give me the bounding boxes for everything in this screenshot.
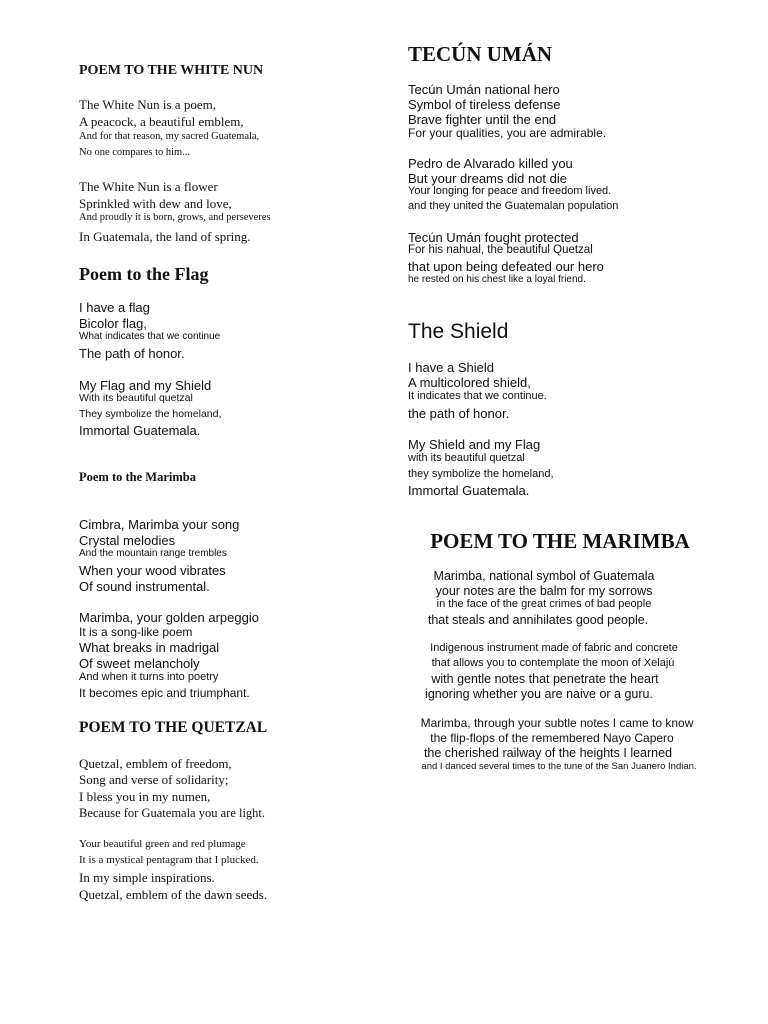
poem-line: For your qualities, you are admirable. (408, 126, 607, 140)
poem-line: What indicates that we continue (79, 331, 221, 342)
poem-line: Indigenous instrument made of fabric and concrete (430, 642, 678, 654)
poem-line: And proudly it is born, grows, and perseveres (79, 212, 271, 223)
poem-line: I bless you in my numen, (79, 789, 211, 804)
poem-line: Symbol of tireless defense (408, 97, 561, 112)
poem-line: with gentle notes that penetrate the heart (431, 672, 659, 686)
poem-line: Of sound instrumental. (79, 579, 210, 594)
poem-line: But your dreams did not die (408, 171, 567, 186)
poem-line: Crystal melodies (79, 533, 176, 548)
poem-line: What breaks in madrigal (79, 640, 220, 655)
poem-line: The path of honor. (79, 346, 185, 361)
poem-line: No one compares to him... (79, 147, 191, 158)
poem-line: I have a flag (79, 300, 150, 315)
poem-line: Pedro de Alvarado killed you (408, 156, 573, 171)
poem-line: The White Nun is a flower (79, 179, 218, 194)
poem-line: Immortal Guatemala. (408, 483, 530, 498)
poem-line: My Flag and my Shield (79, 378, 212, 393)
poem-line: A peacock, a beautiful emblem, (79, 114, 244, 129)
poem-line: Bicolor flag, (79, 316, 147, 331)
poem-line: My Shield and my Flag (408, 437, 541, 452)
poem-line: Sprinkled with dew and love, (79, 196, 232, 211)
poem-line: the flip-flops of the remembered Nayo Capero (430, 731, 674, 745)
poem-line: and I danced several times to the tune of the San Juanero Indian. (421, 761, 697, 772)
poem-line: with its beautiful quetzal (408, 452, 525, 464)
poem-line: In my simple inspirations. (79, 870, 215, 885)
poem-line: Your longing for peace and freedom lived. (408, 185, 612, 197)
poem-line: Quetzal, emblem of freedom, (79, 756, 232, 771)
tecun-title: TECÚN UMÁN (408, 42, 553, 66)
poem-line: It becomes epic and triumphant. (79, 686, 250, 700)
poem-line: they symbolize the homeland, (408, 468, 554, 480)
poem-line: Marimba, your golden arpeggio (79, 610, 259, 625)
poem-line: Immortal Guatemala. (79, 423, 201, 438)
poem-line: And for that reason, my sacred Guatemala, (79, 131, 260, 142)
poem-line: Cimbra, Marimba your song (79, 517, 240, 532)
poem-line: Your beautiful green and red plumage (79, 838, 246, 850)
poem-line: It is a mystical pentagram that I plucked. (79, 854, 259, 866)
poem-line: It indicates that we continue. (408, 390, 547, 402)
poem-line: Tecún Umán national hero (408, 82, 560, 97)
poem-line: A multicolored shield, (408, 375, 531, 390)
poem-line: Marimba, through your subtle notes I came to know (420, 716, 694, 730)
poem-line: the path of honor. (408, 406, 510, 421)
poem-line: And when it turns into poetry (79, 671, 219, 683)
poem-line: And the mountain range trembles (79, 548, 227, 559)
poem-line: I have a Shield (408, 360, 495, 375)
poem-line: Quetzal, emblem of the dawn seeds. (79, 887, 268, 902)
poem-line: Because for Guatemala you are light. (79, 806, 266, 820)
poem-line: It is a song-like poem (79, 625, 193, 639)
white-nun-title: POEM TO THE WHITE NUN (79, 63, 264, 78)
poem-line: the cherished railway of the heights I learned (423, 746, 673, 760)
poem-line: With its beautiful quetzal (79, 392, 193, 404)
poem-line: Of sweet melancholy (79, 656, 200, 671)
poem-line: The White Nun is a poem, (79, 97, 216, 112)
marimba-right-title: POEM TO THE MARIMBA (430, 529, 690, 553)
poem-line: your notes are the balm for my sorrows (435, 584, 653, 598)
poem-line: For his nahual, the beautiful Quetzal (408, 244, 593, 256)
flag-title: Poem to the Flag (79, 264, 209, 284)
poem-line: and they united the Guatemalan population (408, 200, 619, 212)
quetzal-title: POEM TO THE QUETZAL (79, 719, 268, 736)
poem-line: he rested on his chest like a loyal friend. (408, 274, 586, 285)
poem-line: that allows you to contemplate the moon of Xelajú (431, 657, 675, 669)
poem-line: in the face of the great crimes of bad people (436, 598, 652, 610)
poem-line: Song and verse of solidarity; (79, 772, 229, 787)
poem-line: In Guatemala, the land of spring. (79, 229, 251, 244)
shield-title: The Shield (408, 320, 509, 343)
poem-line: They symbolize the homeland, (79, 408, 222, 420)
marimba-left-title: Poem to the Marimba (79, 470, 196, 484)
poem-line: that steals and annihilates good people. (427, 613, 649, 627)
poem-line: Tecún Umán fought protected (408, 230, 579, 245)
poem-line: When your wood vibrates (79, 563, 226, 578)
poem-line: Brave fighter until the end (408, 112, 557, 127)
poem-line: ignoring whether you are naive or a guru. (425, 687, 653, 701)
poem-line: Marimba, national symbol of Guatemala (433, 569, 655, 583)
poem-line: that upon being defeated our hero (408, 259, 604, 274)
